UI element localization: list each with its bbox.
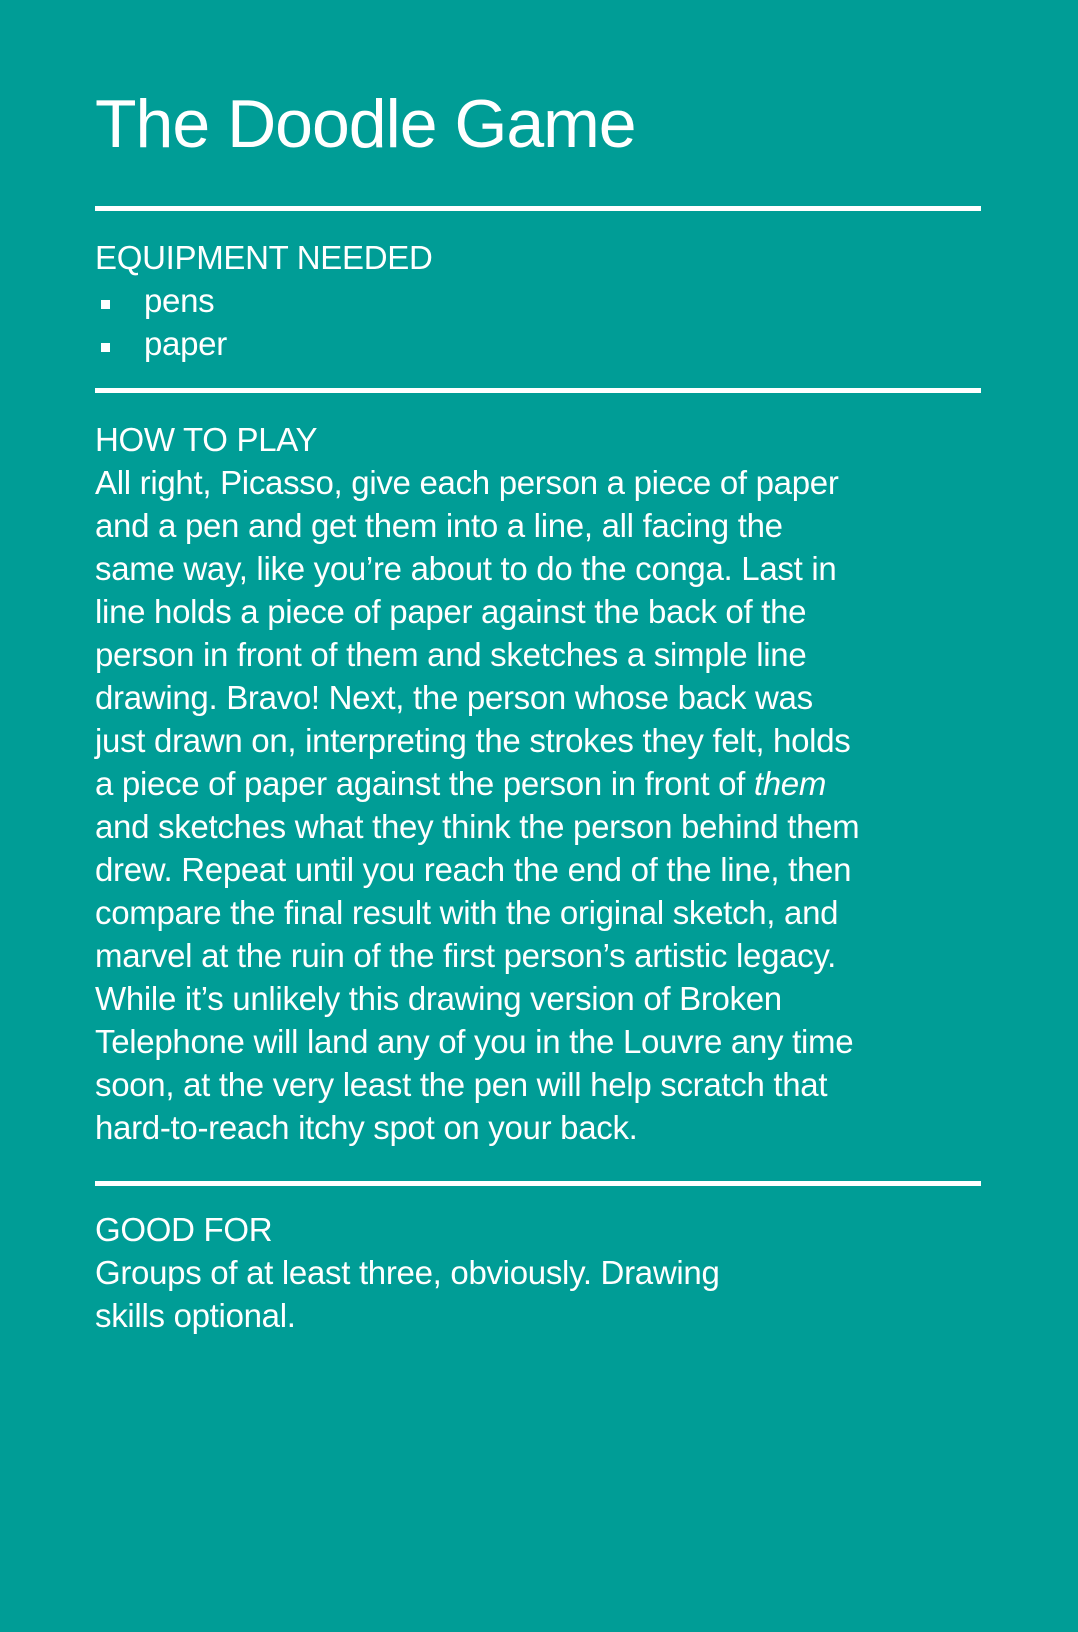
paragraph-line: and a pen and get them into a line, all facing the: [95, 506, 783, 544]
list-item-paper: [95, 322, 981, 365]
paragraph-line: drawing. Bravo! Next, the person whose back was: [95, 678, 813, 716]
divider-bottom: [95, 1181, 981, 1186]
paragraph-line-with-italic: [95, 762, 981, 805]
list-item-pens: [95, 279, 981, 322]
paragraph-line: person in front of them and sketches a simple line: [95, 635, 807, 673]
page-title: The Doodle Game: [95, 86, 636, 162]
paragraph-line: same way, like you’re about to do the conga. Last in: [95, 549, 837, 587]
equipment-section: [95, 236, 981, 365]
paragraph-line: marvel at the ruin of the first person’s artistic legacy.: [95, 936, 836, 974]
paragraph-line: just drawn on, interpreting the strokes they felt, holds: [95, 721, 851, 759]
paragraph-line: compare the final result with the original sketch, and: [95, 893, 839, 931]
paragraph-line-text: a piece of paper against the person in front of: [95, 764, 754, 802]
doodle-game-page: [0, 88, 1078, 1632]
paragraph-line: drew. Repeat until you reach the end of the line, then: [95, 850, 852, 888]
paragraph-line: Telephone will land any of you in the Louvre any time: [95, 1022, 854, 1060]
how-to-play-section: [95, 418, 981, 1149]
good-for-line: Groups of at least three, obviously. Drawing: [95, 1253, 720, 1291]
square-bullet-icon: [101, 343, 110, 352]
equipment-heading: EQUIPMENT NEEDED: [95, 238, 433, 276]
good-for-section: [95, 1208, 981, 1337]
paragraph-line: hard-to-reach itchy spot on your back.: [95, 1108, 638, 1146]
paragraph-line: and sketches what they think the person behind them: [95, 807, 860, 845]
list-item-label: paper: [144, 324, 227, 362]
paragraph-line: soon, at the very least the pen will help scratch that: [95, 1065, 828, 1103]
paragraph-line: line holds a piece of paper against the back of the: [95, 592, 807, 630]
how-to-play-paragraph: [95, 461, 981, 1149]
how-to-play-heading: HOW TO PLAY: [95, 420, 318, 458]
paragraph-line: While it’s unlikely this drawing version of Broken: [95, 979, 782, 1017]
good-for-line: skills optional.: [95, 1296, 296, 1334]
list-item-label: pens: [144, 281, 215, 319]
good-for-heading: GOOD FOR: [95, 1210, 273, 1248]
italic-word: them: [753, 764, 827, 802]
square-bullet-icon: [101, 300, 110, 309]
divider-middle: [95, 388, 981, 393]
divider-top: [95, 206, 981, 211]
paragraph-line: All right, Picasso, give each person a piece of paper: [95, 463, 839, 501]
